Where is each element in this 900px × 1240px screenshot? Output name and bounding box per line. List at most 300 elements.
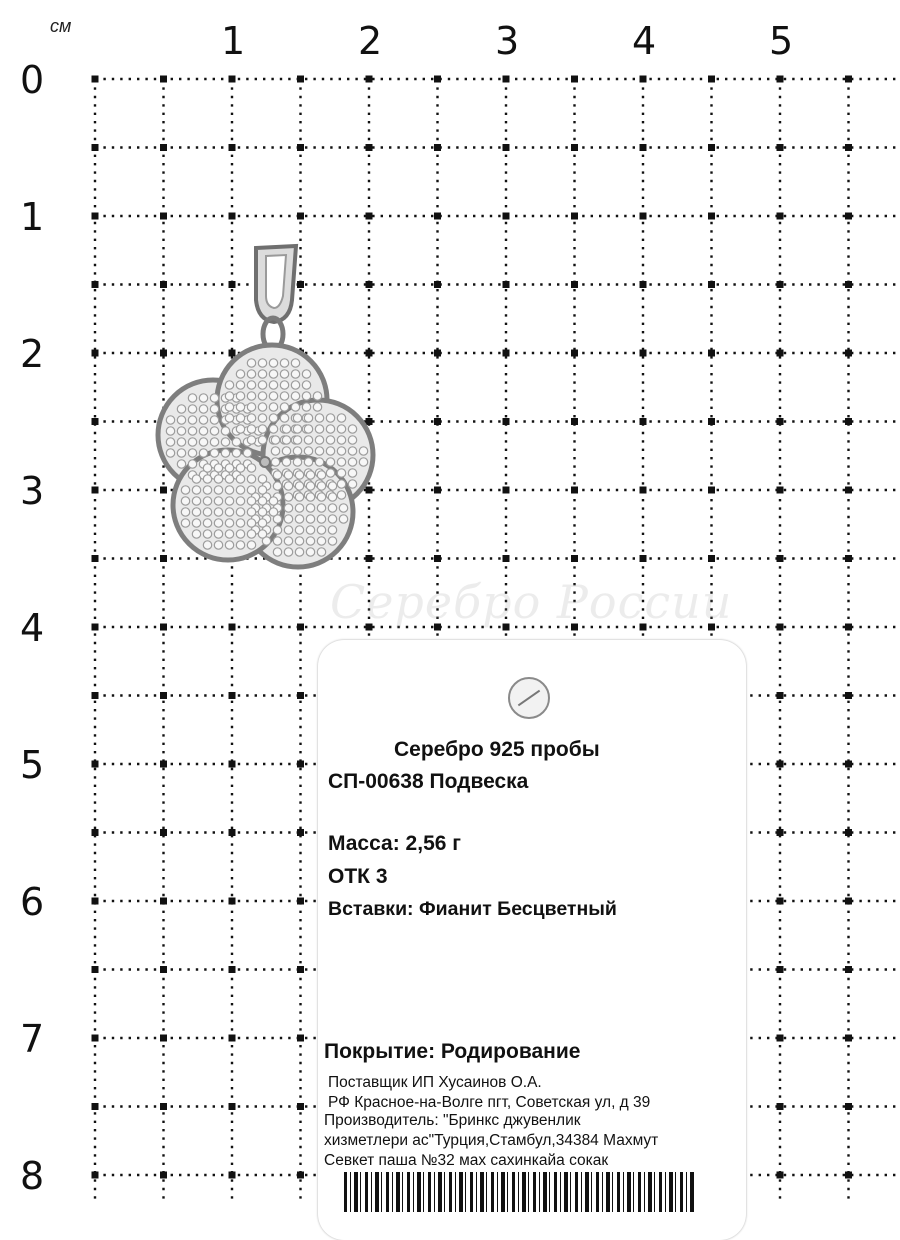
- stone: [317, 482, 325, 490]
- grid-node: [777, 1103, 784, 1110]
- stone: [214, 508, 222, 516]
- stone: [284, 537, 292, 545]
- grid-node: [160, 624, 167, 631]
- grid-node: [777, 350, 784, 357]
- stone: [258, 403, 266, 411]
- stone: [269, 425, 277, 433]
- grid-node: [640, 281, 647, 288]
- stone: [258, 486, 266, 494]
- stone: [210, 427, 218, 435]
- grid-node: [92, 418, 99, 425]
- grid-node: [777, 281, 784, 288]
- grid-node: [777, 966, 784, 973]
- top-ruler-number: 5: [769, 22, 793, 60]
- stone: [203, 508, 211, 516]
- stone: [225, 464, 233, 472]
- pendant-image: [158, 246, 373, 567]
- grid-node: [160, 829, 167, 836]
- stone: [328, 504, 336, 512]
- grid-node: [571, 555, 578, 562]
- grid-node: [708, 76, 715, 83]
- grid-node: [366, 144, 373, 151]
- grid-node: [845, 76, 852, 83]
- stone: [225, 486, 233, 494]
- stone: [192, 475, 200, 483]
- stone: [291, 392, 299, 400]
- grid-node: [297, 829, 304, 836]
- top-ruler-number: 1: [221, 22, 245, 60]
- grid-node: [640, 555, 647, 562]
- grid-node: [92, 213, 99, 220]
- stone: [192, 497, 200, 505]
- grid-node: [297, 144, 304, 151]
- stone: [326, 436, 334, 444]
- stone: [225, 475, 233, 483]
- stone: [295, 482, 303, 490]
- stone: [306, 493, 314, 501]
- stone: [284, 482, 292, 490]
- stone: [177, 427, 185, 435]
- stone: [181, 486, 189, 494]
- grid-node: [160, 898, 167, 905]
- grid-node: [777, 213, 784, 220]
- stone: [337, 425, 345, 433]
- stone: [269, 381, 277, 389]
- grid-node: [777, 487, 784, 494]
- left-ruler-number: 7: [20, 1020, 44, 1058]
- left-ruler-number: 2: [20, 335, 44, 373]
- stone: [258, 519, 266, 527]
- stone: [177, 460, 185, 468]
- grid-node: [640, 213, 647, 220]
- grid-node: [777, 418, 784, 425]
- grid-node: [571, 213, 578, 220]
- stone: [247, 414, 255, 422]
- grid-node: [777, 692, 784, 699]
- stone: [236, 414, 244, 422]
- stone: [258, 392, 266, 400]
- stone: [306, 537, 314, 545]
- grid-node: [366, 555, 373, 562]
- stone: [326, 447, 334, 455]
- grid-node: [229, 966, 236, 973]
- grid-node: [777, 761, 784, 768]
- grid-node: [229, 281, 236, 288]
- grid-node: [160, 1172, 167, 1179]
- stone: [304, 447, 312, 455]
- grid-node: [434, 555, 441, 562]
- grid-node: [434, 76, 441, 83]
- barcode: [344, 1172, 694, 1212]
- stone: [348, 447, 356, 455]
- tag-address: РФ Красное-на-Волге пгт, Советская ул, д 39: [328, 1094, 650, 1112]
- grid-node: [640, 76, 647, 83]
- stone: [295, 526, 303, 534]
- tag-mass: Масса: 2,56 г: [328, 832, 461, 856]
- stone: [214, 519, 222, 527]
- grid-node: [434, 418, 441, 425]
- grid-node: [845, 350, 852, 357]
- stone: [326, 414, 334, 422]
- grid-node: [160, 692, 167, 699]
- stone: [293, 447, 301, 455]
- stone: [269, 414, 277, 422]
- tag-manufacturer-1: Производитель: "Бринкс джувенлик: [324, 1112, 581, 1130]
- grid-node: [845, 555, 852, 562]
- stone: [271, 436, 279, 444]
- stone: [188, 427, 196, 435]
- stone: [304, 458, 312, 466]
- stone: [225, 541, 233, 549]
- tag-otk: ОТК 3: [328, 865, 388, 889]
- stone: [293, 425, 301, 433]
- grid-node: [229, 1103, 236, 1110]
- stone: [313, 392, 321, 400]
- stone: [317, 504, 325, 512]
- grid-node: [777, 898, 784, 905]
- stone: [192, 486, 200, 494]
- grid-node: [229, 1035, 236, 1042]
- stone: [280, 392, 288, 400]
- stone: [348, 436, 356, 444]
- stone: [258, 370, 266, 378]
- grid-node: [434, 144, 441, 151]
- stone: [337, 458, 345, 466]
- grid-node: [92, 350, 99, 357]
- stone: [236, 530, 244, 538]
- stone: [348, 425, 356, 433]
- watermark-text: Серебро России: [330, 575, 732, 629]
- grid-node: [92, 281, 99, 288]
- grid-node: [571, 487, 578, 494]
- grid-node: [229, 692, 236, 699]
- grid-node: [571, 350, 578, 357]
- stone: [328, 526, 336, 534]
- stone: [221, 427, 229, 435]
- grid-node: [640, 144, 647, 151]
- grid-node: [92, 144, 99, 151]
- stone: [337, 480, 345, 488]
- grid-node: [160, 1035, 167, 1042]
- grid-node: [845, 829, 852, 836]
- stone: [269, 370, 277, 378]
- tag-coating: Покрытие: Родирование: [324, 1040, 580, 1064]
- stone: [232, 449, 240, 457]
- grid-node: [777, 829, 784, 836]
- grid-node: [92, 76, 99, 83]
- grid-node: [92, 898, 99, 905]
- grid-node: [434, 487, 441, 494]
- stone: [302, 403, 310, 411]
- stone: [247, 381, 255, 389]
- stone: [295, 504, 303, 512]
- stone: [280, 370, 288, 378]
- stone: [306, 515, 314, 523]
- stone: [225, 403, 233, 411]
- grid-node: [92, 487, 99, 494]
- grid-node: [845, 1103, 852, 1110]
- stone: [280, 414, 288, 422]
- stone: [188, 394, 196, 402]
- stone: [188, 460, 196, 468]
- tag-manufacturer-3: Севкет паша №32 мах сахинкайа сокак: [324, 1152, 608, 1170]
- grid-node: [777, 76, 784, 83]
- stone: [236, 425, 244, 433]
- stone: [339, 515, 347, 523]
- stone: [203, 519, 211, 527]
- stone: [166, 427, 174, 435]
- stone: [199, 438, 207, 446]
- left-ruler-number: 6: [20, 883, 44, 921]
- stone: [337, 414, 345, 422]
- stone: [203, 530, 211, 538]
- grid-node: [640, 350, 647, 357]
- stone: [243, 449, 251, 457]
- grid-node: [845, 898, 852, 905]
- grid-node: [845, 487, 852, 494]
- grid-node: [160, 966, 167, 973]
- grid-node: [708, 418, 715, 425]
- grid-node: [92, 692, 99, 699]
- stone: [258, 381, 266, 389]
- stone: [317, 493, 325, 501]
- grid-node: [92, 966, 99, 973]
- stone: [247, 436, 255, 444]
- stone: [280, 359, 288, 367]
- grid-node: [503, 487, 510, 494]
- grid-node: [708, 555, 715, 562]
- stone: [293, 414, 301, 422]
- grid-node: [160, 555, 167, 562]
- stone: [317, 471, 325, 479]
- grid-node: [160, 213, 167, 220]
- grid-node: [777, 555, 784, 562]
- stone: [166, 416, 174, 424]
- grid-node: [297, 761, 304, 768]
- stone: [282, 425, 290, 433]
- stone: [315, 414, 323, 422]
- stone: [225, 519, 233, 527]
- stone: [177, 405, 185, 413]
- grid-node: [708, 350, 715, 357]
- grid-node: [845, 281, 852, 288]
- stone: [247, 519, 255, 527]
- stone: [214, 530, 222, 538]
- grid-node: [92, 1035, 99, 1042]
- stone: [273, 471, 281, 479]
- stone: [315, 447, 323, 455]
- grid-node: [845, 418, 852, 425]
- grid-node: [366, 213, 373, 220]
- grid-node: [571, 281, 578, 288]
- stone: [247, 508, 255, 516]
- tag-manufacturer-2: хизметлери ас"Турция,Стамбул,34384 Махмут: [324, 1132, 658, 1150]
- stone: [326, 469, 334, 477]
- price-tag: [318, 640, 746, 1240]
- grid-node: [366, 418, 373, 425]
- stone: [258, 497, 266, 505]
- stone: [295, 537, 303, 545]
- grid-node: [366, 487, 373, 494]
- grid-node: [845, 1172, 852, 1179]
- stone: [304, 436, 312, 444]
- stone: [258, 436, 266, 444]
- stone: [203, 464, 211, 472]
- grid-node: [845, 213, 852, 220]
- stone: [247, 530, 255, 538]
- grid-node: [297, 76, 304, 83]
- grid-node: [503, 555, 510, 562]
- grid-node: [708, 213, 715, 220]
- stone: [328, 537, 336, 545]
- left-ruler-number: 4: [20, 609, 44, 647]
- stone: [291, 403, 299, 411]
- stone: [328, 515, 336, 523]
- stone: [166, 438, 174, 446]
- grid-node: [640, 418, 647, 425]
- stone: [258, 508, 266, 516]
- stone: [295, 471, 303, 479]
- stone: [236, 541, 244, 549]
- stone: [348, 469, 356, 477]
- stone: [348, 458, 356, 466]
- stone: [291, 359, 299, 367]
- grid-node: [297, 281, 304, 288]
- tag-hole: [508, 677, 550, 719]
- grid-node: [160, 144, 167, 151]
- stone: [203, 497, 211, 505]
- stone: [273, 537, 281, 545]
- stone: [236, 403, 244, 411]
- stone: [192, 519, 200, 527]
- grid-node: [297, 898, 304, 905]
- stone: [214, 541, 222, 549]
- stone: [269, 392, 277, 400]
- grid-node: [777, 1035, 784, 1042]
- grid-node: [229, 213, 236, 220]
- stone: [291, 381, 299, 389]
- stone: [313, 403, 321, 411]
- grid-node: [708, 144, 715, 151]
- stone: [214, 486, 222, 494]
- top-ruler-number: 2: [358, 22, 382, 60]
- stone: [247, 403, 255, 411]
- stone: [166, 449, 174, 457]
- grid-node: [229, 761, 236, 768]
- grid-node: [92, 624, 99, 631]
- stone: [236, 392, 244, 400]
- grid-node: [160, 76, 167, 83]
- stone: [181, 497, 189, 505]
- stone: [188, 416, 196, 424]
- grid-node: [92, 1103, 99, 1110]
- stone: [295, 548, 303, 556]
- stone: [225, 508, 233, 516]
- grid-node: [229, 898, 236, 905]
- stone: [236, 464, 244, 472]
- grid-node: [503, 144, 510, 151]
- grid-node: [845, 624, 852, 631]
- grid-node: [297, 213, 304, 220]
- grid-node: [92, 1172, 99, 1179]
- stone: [337, 469, 345, 477]
- grid-node: [160, 281, 167, 288]
- stone: [236, 486, 244, 494]
- stone: [306, 482, 314, 490]
- stone: [232, 438, 240, 446]
- tag-article: СП-00638 Подвеска: [328, 770, 528, 794]
- grid-node: [229, 350, 236, 357]
- stone: [236, 497, 244, 505]
- stone: [269, 497, 277, 505]
- stone: [236, 519, 244, 527]
- grid-node: [845, 1035, 852, 1042]
- stone: [295, 493, 303, 501]
- stone: [199, 427, 207, 435]
- left-ruler-number: 0: [20, 61, 44, 99]
- stone: [236, 508, 244, 516]
- stone: [188, 438, 196, 446]
- stone: [236, 475, 244, 483]
- grid-node: [229, 624, 236, 631]
- stone: [280, 403, 288, 411]
- stone: [302, 370, 310, 378]
- stone: [177, 416, 185, 424]
- stone: [273, 548, 281, 556]
- stone: [317, 526, 325, 534]
- grid-node: [503, 281, 510, 288]
- stone: [315, 458, 323, 466]
- stone: [273, 482, 281, 490]
- stone: [236, 370, 244, 378]
- stone: [247, 497, 255, 505]
- stone: [199, 405, 207, 413]
- stone: [328, 482, 336, 490]
- unit-label: см: [50, 16, 71, 37]
- stone: [188, 405, 196, 413]
- stone: [203, 541, 211, 549]
- grid-node: [845, 144, 852, 151]
- grid-node: [503, 213, 510, 220]
- grid-node: [297, 1103, 304, 1110]
- stone: [304, 425, 312, 433]
- tag-inserts: Вставки: Фианит Бесцветный: [328, 898, 617, 921]
- stone: [258, 425, 266, 433]
- stone: [225, 530, 233, 538]
- stone: [247, 425, 255, 433]
- grid-node: [640, 487, 647, 494]
- stone: [181, 519, 189, 527]
- stone: [271, 447, 279, 455]
- left-ruler-number: 5: [20, 746, 44, 784]
- stone: [337, 436, 345, 444]
- stone: [214, 464, 222, 472]
- grid-node: [503, 418, 510, 425]
- stone: [192, 530, 200, 538]
- grid-node: [297, 1035, 304, 1042]
- stone: [317, 537, 325, 545]
- stone: [326, 425, 334, 433]
- stone: [188, 449, 196, 457]
- stone: [306, 504, 314, 512]
- grid-node: [229, 1172, 236, 1179]
- top-ruler-number: 3: [495, 22, 519, 60]
- grid-node: [160, 350, 167, 357]
- grid-node: [297, 966, 304, 973]
- stone: [317, 515, 325, 523]
- stone: [181, 508, 189, 516]
- stone: [199, 449, 207, 457]
